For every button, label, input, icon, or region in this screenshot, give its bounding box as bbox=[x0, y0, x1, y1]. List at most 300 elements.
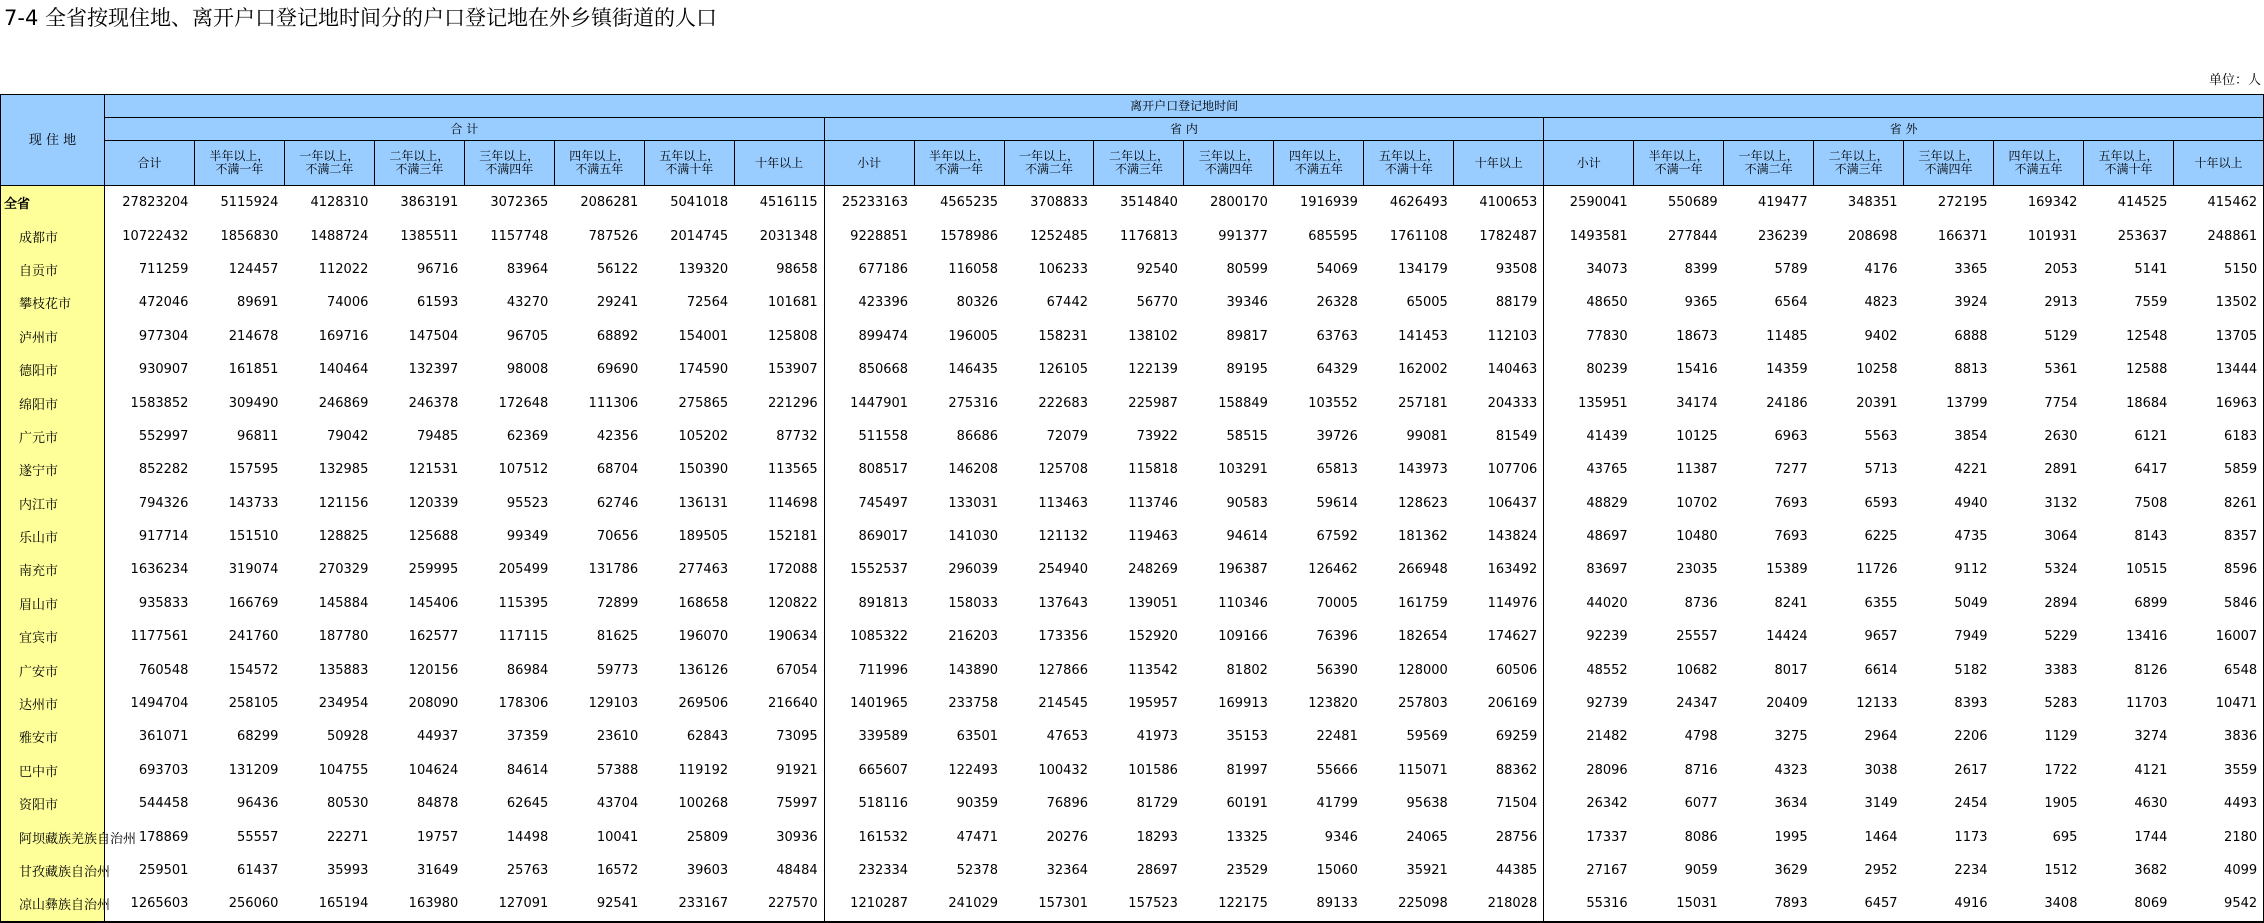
table-cell: 137643 bbox=[1038, 595, 1088, 611]
table-cell: 58515 bbox=[1226, 428, 1268, 444]
table-cell: 169913 bbox=[1218, 696, 1268, 712]
group-header-total: 合 计 bbox=[105, 118, 825, 141]
table-cell: 54069 bbox=[1316, 261, 1358, 277]
table-cell: 3682 bbox=[2134, 863, 2168, 878]
table-cell: 110346 bbox=[1218, 595, 1268, 611]
table-cell: 122493 bbox=[948, 762, 999, 778]
table-cell: 794326 bbox=[138, 495, 189, 511]
table-cell: 9059 bbox=[1684, 863, 1718, 878]
table-cell: 269506 bbox=[678, 696, 729, 712]
table-cell: 6077 bbox=[1684, 796, 1718, 812]
table-cell: 891813 bbox=[858, 595, 909, 611]
table-cell: 104624 bbox=[408, 762, 459, 778]
table-cell: 2234 bbox=[1954, 863, 1988, 878]
table-cell: 126462 bbox=[1308, 562, 1358, 578]
table-cell: 67054 bbox=[734, 653, 824, 686]
table-cell: 115818 bbox=[1128, 462, 1178, 478]
table-cell: 5324 bbox=[2044, 562, 2078, 578]
col-header-g2-2: 半年以上， 不满一年 bbox=[914, 141, 1004, 186]
table-cell: 80530 bbox=[327, 796, 369, 812]
table-cell: 143733 bbox=[228, 495, 279, 511]
table-cell: 5115924 bbox=[194, 186, 284, 220]
table-cell: 248861 bbox=[2173, 219, 2263, 252]
table-cell: 3514840 bbox=[1094, 186, 1184, 220]
table-cell: 677186 bbox=[858, 261, 909, 277]
table-cell: 59773 bbox=[596, 662, 639, 678]
table-cell: 52378 bbox=[956, 863, 999, 878]
table-cell: 3629 bbox=[1774, 863, 1808, 878]
table-cell: 18673 bbox=[1676, 328, 1718, 344]
table-cell: 8069 bbox=[2083, 887, 2173, 921]
table-cell: 26342 bbox=[1586, 796, 1628, 812]
table-cell: 123820 bbox=[1308, 696, 1358, 712]
table-cell: 3274 bbox=[2134, 729, 2168, 745]
table-cell: 1552537 bbox=[850, 562, 909, 578]
table-cell: 8017 bbox=[1774, 662, 1808, 678]
table-cell: 138102 bbox=[1128, 328, 1178, 344]
table-cell: 319074 bbox=[228, 562, 279, 578]
table-cell: 225098 bbox=[1364, 887, 1454, 921]
table-cell: 136131 bbox=[678, 495, 729, 511]
table-cell: 86686 bbox=[956, 428, 999, 444]
table-cell: 1583852 bbox=[130, 395, 189, 411]
table-cell: 65813 bbox=[1316, 462, 1358, 478]
col-header-g3-2: 半年以上， 不满一年 bbox=[1634, 141, 1724, 186]
table-cell: 140463 bbox=[1454, 353, 1544, 386]
table-cell: 7754 bbox=[2044, 395, 2078, 411]
table-cell: 41799 bbox=[1316, 796, 1358, 812]
table-cell: 132985 bbox=[318, 462, 369, 478]
table-cell: 9657 bbox=[1864, 629, 1898, 645]
table-cell: 125688 bbox=[408, 529, 459, 545]
table-cell: 114698 bbox=[734, 487, 824, 520]
col-header-g3-1: 小计 bbox=[1544, 141, 1634, 186]
col-header-g3-6: 四年以上， 不满五年 bbox=[1994, 141, 2084, 186]
table-cell: 5049 bbox=[1954, 595, 1988, 611]
table-cell: 277463 bbox=[678, 562, 729, 578]
table-cell: 4823 bbox=[1864, 295, 1898, 311]
table-cell: 92540 bbox=[1136, 261, 1178, 277]
table-cell: 205499 bbox=[498, 562, 549, 578]
table-cell: 56390 bbox=[1316, 662, 1358, 678]
table-cell: 415462 bbox=[2173, 186, 2263, 220]
table-cell: 86984 bbox=[506, 662, 549, 678]
table-row bbox=[1, 754, 2264, 787]
table-cell: 3836 bbox=[2173, 720, 2263, 753]
table-cell: 117115 bbox=[498, 629, 549, 645]
table-cell: 182654 bbox=[1398, 629, 1448, 645]
table-cell: 67442 bbox=[1046, 295, 1088, 311]
table-cell: 2590041 bbox=[1544, 186, 1634, 220]
table-cell: 552997 bbox=[138, 428, 189, 444]
table-cell: 14359 bbox=[1766, 362, 1808, 378]
table-cell: 930907 bbox=[138, 362, 189, 378]
table-cell: 208698 bbox=[1847, 228, 1898, 244]
table-cell: 35153 bbox=[1226, 729, 1268, 745]
table-cell: 163980 bbox=[374, 887, 464, 921]
table-cell: 1173 bbox=[1954, 829, 1988, 845]
table-cell: 62369 bbox=[506, 428, 549, 444]
table-cell: 121531 bbox=[408, 462, 459, 478]
table-cell: 28096 bbox=[1586, 762, 1628, 778]
table-cell: 89691 bbox=[237, 295, 279, 311]
table-cell: 309490 bbox=[228, 395, 279, 411]
table-cell: 4176 bbox=[1864, 261, 1898, 277]
table-cell: 6564 bbox=[1774, 295, 1808, 311]
col-header-g3-7: 五年以上， 不满十年 bbox=[2083, 141, 2173, 186]
table-cell: 44020 bbox=[1586, 595, 1628, 611]
table-cell: 1744 bbox=[2134, 829, 2168, 845]
table-row bbox=[1, 286, 2264, 319]
table-cell: 111306 bbox=[588, 395, 639, 411]
table-cell: 10682 bbox=[1676, 662, 1718, 678]
table-cell: 172648 bbox=[498, 395, 549, 411]
table-cell: 3038 bbox=[1864, 762, 1898, 778]
row-label: 巴中市 bbox=[1, 754, 105, 787]
table-cell: 241029 bbox=[914, 887, 1004, 921]
table-cell: 22481 bbox=[1316, 729, 1358, 745]
table-cell: 136126 bbox=[678, 662, 729, 678]
table-cell: 2086281 bbox=[554, 186, 644, 220]
table-cell: 1995 bbox=[1774, 829, 1808, 845]
table-cell: 106233 bbox=[1038, 261, 1088, 277]
table-cell: 1265603 bbox=[105, 887, 195, 921]
col-header-g1-3: 一年以上， 不满二年 bbox=[284, 141, 374, 186]
table-cell: 808517 bbox=[858, 462, 909, 478]
col-header-g2-4: 二年以上， 不满三年 bbox=[1094, 141, 1184, 186]
row-label: 眉山市 bbox=[1, 587, 105, 620]
col-header-g1-1: 合计 bbox=[105, 141, 195, 186]
table-cell: 5361 bbox=[2044, 362, 2078, 378]
table-cell: 113542 bbox=[1128, 662, 1178, 678]
row-label: 广元市 bbox=[1, 420, 105, 453]
table-cell: 100268 bbox=[678, 796, 729, 812]
table-cell: 5789 bbox=[1774, 261, 1808, 277]
table-cell: 977304 bbox=[138, 328, 189, 344]
table-cell: 216203 bbox=[948, 629, 999, 645]
table-cell: 162577 bbox=[408, 629, 459, 645]
table-cell: 169716 bbox=[318, 328, 369, 344]
table-cell: 43704 bbox=[596, 796, 639, 812]
table-cell: 7949 bbox=[1954, 629, 1988, 645]
table-cell: 8399 bbox=[1684, 261, 1718, 277]
table-cell: 10480 bbox=[1676, 529, 1718, 545]
table-cell: 17337 bbox=[1586, 829, 1628, 845]
table-cell: 3149 bbox=[1864, 796, 1898, 812]
table-cell: 227570 bbox=[734, 887, 824, 921]
table-cell: 132397 bbox=[408, 362, 459, 378]
table-cell: 73095 bbox=[734, 720, 824, 753]
table-cell: 253637 bbox=[2117, 228, 2168, 244]
table-cell: 93508 bbox=[1454, 253, 1544, 286]
table-cell: 140464 bbox=[318, 362, 369, 378]
table-cell: 127866 bbox=[1038, 662, 1088, 678]
table-cell: 150390 bbox=[678, 462, 729, 478]
table-cell: 1636234 bbox=[130, 562, 189, 578]
table-cell: 1488724 bbox=[310, 228, 369, 244]
table-cell: 146435 bbox=[948, 362, 999, 378]
table-cell: 6963 bbox=[1774, 428, 1808, 444]
table-cell: 5283 bbox=[2044, 696, 2078, 712]
table-cell: 18293 bbox=[1136, 829, 1178, 845]
table-cell: 143824 bbox=[1454, 520, 1544, 553]
table-cell: 693703 bbox=[138, 762, 189, 778]
table-cell: 259501 bbox=[138, 863, 189, 878]
col-header-g3-8: 十年以上 bbox=[2173, 141, 2263, 186]
table-cell: 5150 bbox=[2173, 253, 2263, 286]
table-cell: 1129 bbox=[2044, 729, 2078, 745]
table-cell: 6614 bbox=[1864, 662, 1898, 678]
table-cell: 257803 bbox=[1398, 696, 1448, 712]
table-cell: 152920 bbox=[1128, 629, 1178, 645]
table-cell: 13799 bbox=[1946, 395, 1988, 411]
table-cell: 131786 bbox=[588, 562, 639, 578]
table-cell: 161851 bbox=[228, 362, 279, 378]
table-cell: 8261 bbox=[2173, 487, 2263, 520]
table-cell: 5041018 bbox=[644, 186, 734, 220]
table-cell: 695 bbox=[2052, 829, 2078, 845]
table-cell: 121156 bbox=[318, 495, 369, 511]
table-cell: 24065 bbox=[1406, 829, 1448, 845]
table-cell: 60191 bbox=[1226, 796, 1268, 812]
table-cell: 91921 bbox=[734, 754, 824, 787]
table-cell: 39603 bbox=[686, 863, 729, 878]
table-cell: 187780 bbox=[318, 629, 369, 645]
table-cell: 157523 bbox=[1094, 887, 1184, 921]
table-cell: 163492 bbox=[1454, 553, 1544, 586]
table-cell: 24186 bbox=[1766, 395, 1808, 411]
table-cell: 120156 bbox=[408, 662, 459, 678]
table-cell: 1782487 bbox=[1454, 219, 1544, 252]
table-cell: 128825 bbox=[318, 529, 369, 545]
table-cell: 3383 bbox=[2044, 662, 2078, 678]
table-cell: 166769 bbox=[228, 595, 279, 611]
table-cell: 128000 bbox=[1398, 662, 1448, 678]
table-cell: 991377 bbox=[1218, 228, 1268, 244]
table-cell: 27823204 bbox=[105, 186, 195, 220]
table-cell: 15060 bbox=[1316, 863, 1358, 878]
table-cell: 112022 bbox=[318, 261, 369, 277]
table-cell: 55666 bbox=[1316, 762, 1358, 778]
table-cell: 103291 bbox=[1218, 462, 1268, 478]
table-cell: 181362 bbox=[1398, 529, 1448, 545]
table-cell: 5563 bbox=[1864, 428, 1898, 444]
table-cell: 124457 bbox=[228, 261, 279, 277]
group-header-out-province: 省 外 bbox=[1544, 118, 2264, 141]
table-cell: 47471 bbox=[956, 829, 999, 845]
table-cell: 80326 bbox=[956, 295, 999, 311]
table-cell: 3365 bbox=[1954, 261, 1988, 277]
table-row bbox=[1, 219, 2264, 252]
table-cell: 745497 bbox=[858, 495, 909, 511]
table-cell: 6593 bbox=[1864, 495, 1898, 511]
table-cell: 11485 bbox=[1766, 328, 1808, 344]
row-label: 自贡市 bbox=[1, 253, 105, 286]
table-cell: 25809 bbox=[686, 829, 729, 845]
table-cell: 88179 bbox=[1454, 286, 1544, 319]
table-cell: 96811 bbox=[237, 428, 279, 444]
table-cell: 90359 bbox=[956, 796, 999, 812]
table-cell: 2913 bbox=[2044, 295, 2078, 311]
table-cell: 685595 bbox=[1308, 228, 1358, 244]
table-cell: 665607 bbox=[858, 762, 909, 778]
table-cell: 55316 bbox=[1544, 887, 1634, 921]
table-cell: 81549 bbox=[1454, 420, 1544, 453]
table-cell: 3863191 bbox=[374, 186, 464, 220]
table-cell: 104755 bbox=[318, 762, 369, 778]
table-cell: 6355 bbox=[1864, 595, 1898, 611]
table-cell: 96436 bbox=[237, 796, 279, 812]
table-cell: 67592 bbox=[1316, 529, 1358, 545]
table-cell: 47653 bbox=[1046, 729, 1088, 745]
col-header-g1-5: 三年以上， 不满四年 bbox=[464, 141, 554, 186]
table-cell: 20391 bbox=[1856, 395, 1898, 411]
table-cell: 1157748 bbox=[490, 228, 549, 244]
table-cell: 258105 bbox=[228, 696, 279, 712]
table-cell: 107512 bbox=[498, 462, 549, 478]
table-cell: 114976 bbox=[1454, 587, 1544, 620]
table-cell: 275865 bbox=[678, 395, 729, 411]
table-cell: 8596 bbox=[2173, 553, 2263, 586]
table-row bbox=[1, 253, 2264, 286]
table-cell: 96716 bbox=[416, 261, 459, 277]
table-cell: 145406 bbox=[408, 595, 459, 611]
table-cell: 125708 bbox=[1038, 462, 1088, 478]
table-cell: 8736 bbox=[1684, 595, 1718, 611]
table-cell: 10515 bbox=[2126, 562, 2168, 578]
table-cell: 89133 bbox=[1274, 887, 1364, 921]
table-cell: 9365 bbox=[1684, 295, 1718, 311]
table-cell: 23610 bbox=[596, 729, 639, 745]
table-cell: 511558 bbox=[858, 428, 909, 444]
table-cell: 81802 bbox=[1226, 662, 1268, 678]
table-cell: 41439 bbox=[1586, 428, 1628, 444]
table-cell: 277844 bbox=[1668, 228, 1718, 244]
table-cell: 157301 bbox=[1004, 887, 1094, 921]
table-row bbox=[1, 553, 2264, 586]
table-cell: 6121 bbox=[2134, 428, 2168, 444]
table-cell: 72564 bbox=[686, 295, 729, 311]
table-cell: 8241 bbox=[1774, 595, 1808, 611]
table-row bbox=[1, 720, 2264, 753]
table-cell: 139051 bbox=[1128, 595, 1178, 611]
table-cell: 13444 bbox=[2173, 353, 2263, 386]
table-cell: 135883 bbox=[318, 662, 369, 678]
table-cell: 1385511 bbox=[400, 228, 459, 244]
table-cell: 8813 bbox=[1954, 362, 1988, 378]
table-cell: 90583 bbox=[1226, 495, 1268, 511]
table-cell: 256060 bbox=[194, 887, 284, 921]
table-cell: 248269 bbox=[1128, 562, 1178, 578]
table-cell: 3559 bbox=[2173, 754, 2263, 787]
table-row bbox=[1, 587, 2264, 620]
table-cell: 88362 bbox=[1454, 754, 1544, 787]
table-cell: 2894 bbox=[2044, 595, 2078, 611]
table-cell: 35921 bbox=[1406, 863, 1448, 878]
table-cell: 4099 bbox=[2173, 854, 2263, 887]
table-cell: 423396 bbox=[858, 295, 909, 311]
table-row bbox=[1, 453, 2264, 486]
table-cell: 2053 bbox=[2044, 261, 2078, 277]
table-row bbox=[1, 420, 2264, 453]
table-cell: 6457 bbox=[1814, 887, 1904, 921]
table-cell: 2454 bbox=[1954, 796, 1988, 812]
table-cell: 70656 bbox=[596, 529, 639, 545]
table-cell: 10702 bbox=[1676, 495, 1718, 511]
table-cell: 7893 bbox=[1724, 887, 1814, 921]
table-cell: 259995 bbox=[408, 562, 459, 578]
table-cell: 5141 bbox=[2134, 261, 2168, 277]
population-table bbox=[0, 94, 2264, 923]
table-cell: 3072365 bbox=[464, 186, 554, 220]
table-cell: 10041 bbox=[596, 829, 639, 845]
table-cell: 55557 bbox=[237, 829, 279, 845]
table-cell: 127091 bbox=[464, 887, 554, 921]
table-cell: 152181 bbox=[734, 520, 824, 553]
table-cell: 25557 bbox=[1676, 629, 1718, 645]
table-cell: 8716 bbox=[1684, 762, 1718, 778]
table-cell: 62746 bbox=[596, 495, 639, 511]
table-row bbox=[1, 820, 2264, 853]
table-cell: 120339 bbox=[408, 495, 459, 511]
table-cell: 2180 bbox=[2173, 820, 2263, 853]
table-cell: 216640 bbox=[734, 687, 824, 720]
table-cell: 13416 bbox=[2126, 629, 2168, 645]
table-cell: 25233163 bbox=[824, 186, 914, 220]
table-cell: 233167 bbox=[644, 887, 734, 921]
table-cell: 61593 bbox=[416, 295, 459, 311]
table-cell: 15031 bbox=[1634, 887, 1724, 921]
table-cell: 168658 bbox=[678, 595, 729, 611]
table-cell: 232334 bbox=[858, 863, 909, 878]
table-cell: 4493 bbox=[2173, 787, 2263, 820]
table-cell: 129103 bbox=[588, 696, 639, 712]
table-cell: 101931 bbox=[2027, 228, 2078, 244]
table-cell: 174627 bbox=[1454, 620, 1544, 653]
table-cell: 68704 bbox=[596, 462, 639, 478]
table-row bbox=[1, 854, 2264, 887]
table-cell: 4323 bbox=[1774, 762, 1808, 778]
table-cell: 141453 bbox=[1398, 328, 1448, 344]
table-cell: 2206 bbox=[1954, 729, 1988, 745]
table-cell: 30936 bbox=[734, 820, 824, 853]
table-cell: 70005 bbox=[1316, 595, 1358, 611]
table-cell: 135951 bbox=[1578, 395, 1628, 411]
table-cell: 2617 bbox=[1954, 762, 1988, 778]
table-cell: 41973 bbox=[1136, 729, 1178, 745]
table-cell: 16963 bbox=[2173, 386, 2263, 419]
table-cell: 57388 bbox=[596, 762, 639, 778]
table-cell: 50928 bbox=[327, 729, 369, 745]
row-label: 成都市 bbox=[1, 219, 105, 252]
table-cell: 14498 bbox=[506, 829, 549, 845]
table-cell: 5229 bbox=[2044, 629, 2078, 645]
table-cell: 141030 bbox=[948, 529, 999, 545]
table-cell: 246869 bbox=[318, 395, 369, 411]
col-header-g3-5: 三年以上， 不满四年 bbox=[1904, 141, 1994, 186]
table-cell: 272195 bbox=[1904, 186, 1994, 220]
row-label: 资阳市 bbox=[1, 787, 105, 820]
table-cell: 62645 bbox=[506, 796, 549, 812]
table-cell: 4916 bbox=[1904, 887, 1994, 921]
table-cell: 39726 bbox=[1316, 428, 1358, 444]
table-cell: 39346 bbox=[1226, 295, 1268, 311]
table-cell: 100432 bbox=[1038, 762, 1088, 778]
table-cell: 146208 bbox=[948, 462, 999, 478]
table-cell: 87732 bbox=[734, 420, 824, 453]
table-cell: 2630 bbox=[2044, 428, 2078, 444]
table-cell: 4100653 bbox=[1454, 186, 1544, 220]
